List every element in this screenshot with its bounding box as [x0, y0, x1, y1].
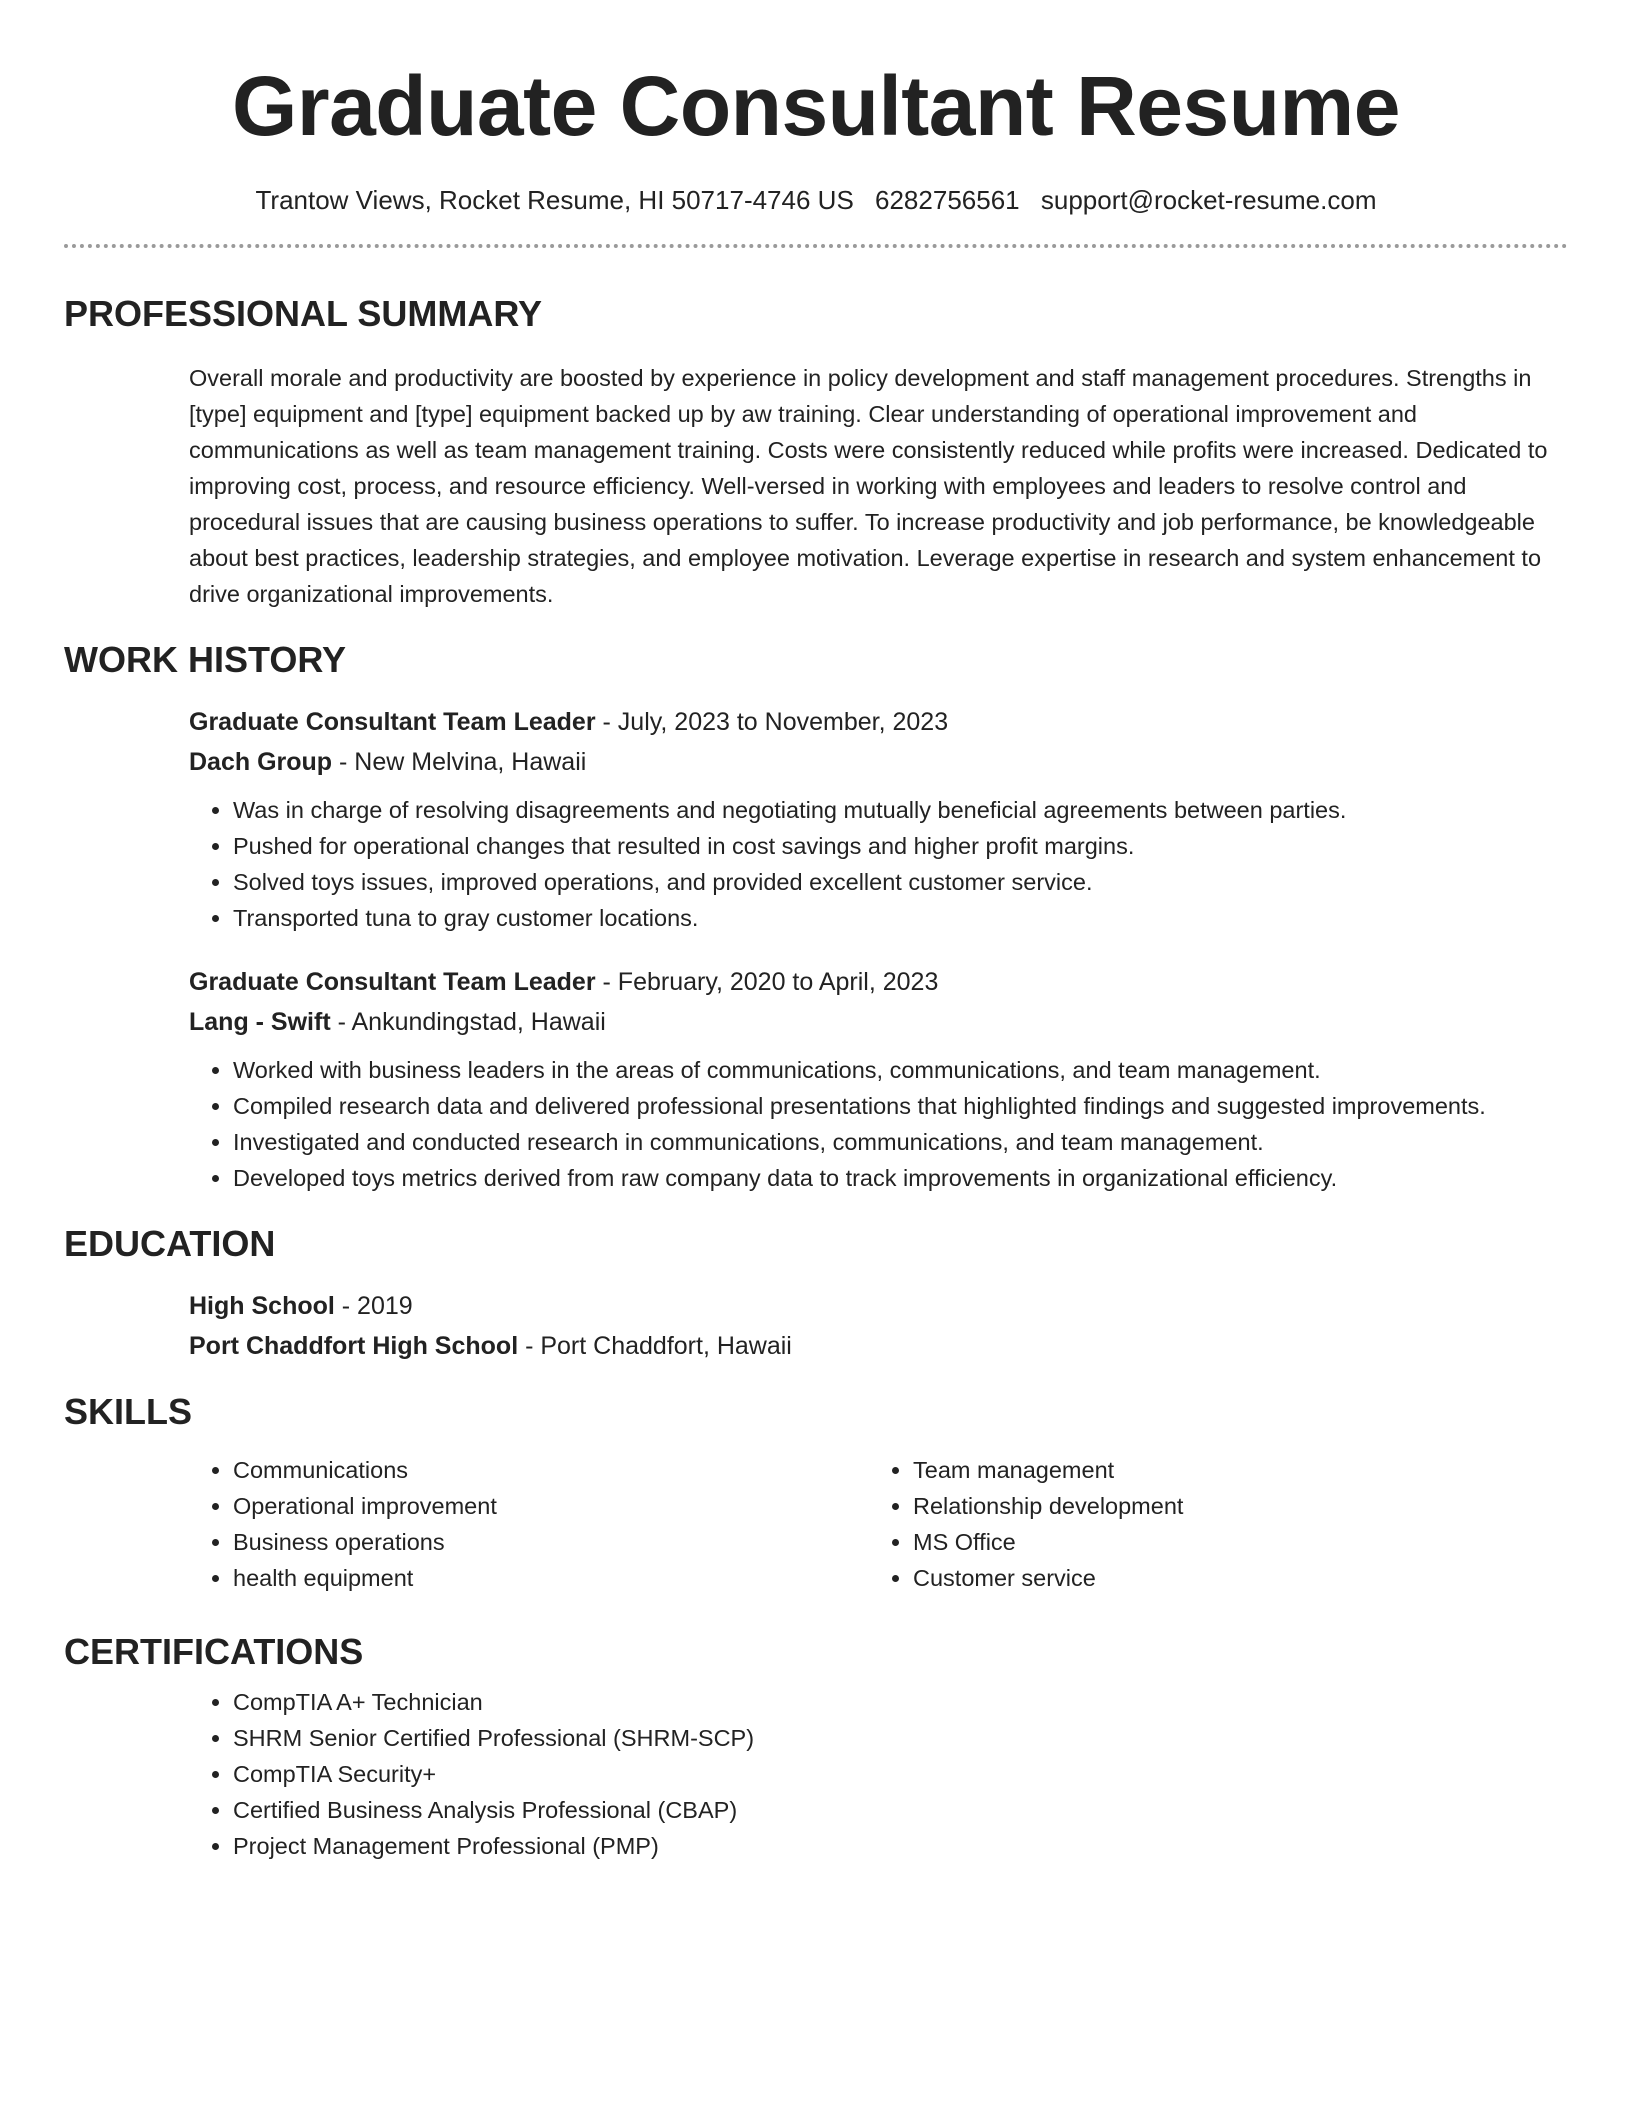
- job-title: Graduate Consultant Team Leader: [189, 968, 596, 996]
- job-bullet: • Pushed for operational changes that resulted in cost savings and higher profit margins.: [233, 828, 1568, 864]
- skill-item: • Relationship development: [913, 1488, 1549, 1524]
- contact-email: support@rocket-resume.com: [1040, 185, 1377, 215]
- contact-address: Trantow Views, Rocket Resume, HI 50717-4746 US: [255, 185, 854, 215]
- job-bullet: • Developed toys metrics derived from raw company data to track improvements in organizational efficiency.: [233, 1160, 1568, 1196]
- skills-column-right: [869, 1452, 1549, 1596]
- job-entry: [189, 702, 1568, 936]
- job-entry: [189, 962, 1568, 1196]
- skill-item: • Communications: [233, 1452, 869, 1488]
- job-company-line: [189, 1002, 1568, 1042]
- skill-item: • Operational improvement: [233, 1488, 869, 1524]
- work-history-section: [189, 702, 1568, 1196]
- skills-column-left: [189, 1452, 869, 1596]
- job-bullet: • Solved toys issues, improved operations, and provided excellent customer service.: [233, 864, 1568, 900]
- skill-item: • health equipment: [233, 1560, 869, 1596]
- skills-list: [189, 1452, 869, 1596]
- summary-text: Overall morale and productivity are boosted by experience in policy development and staff management procedures. Strengths in [type] equipment and [type] equipment backed up by aw training. Clear understanding of operational improvement and communications as well as team management training. Costs were consistently reduced while profits were increased. Dedicated to improving cost, process, and resource efficiency. Well-versed in working with employees and leaders to resolve control and procedural issues that are causing business operations to suffer. To increase productivity and job performance, be knowledgeable about best practices, leadership strategies, and employee motivation. Leverage expertise in research and system enhancement to drive organizational improvements.: [189, 365, 1548, 607]
- skills-list: [869, 1452, 1549, 1596]
- header-divider: [64, 244, 1568, 248]
- job-bullet: • Transported tuna to gray customer locations.: [233, 900, 1568, 936]
- job-bullet: • Investigated and conducted research in communications, communications, and team management.: [233, 1124, 1568, 1160]
- work-history-heading: WORK HISTORY: [64, 639, 347, 680]
- certification-item: • CompTIA Security+: [233, 1756, 1568, 1792]
- job-dates: - July, 2023 to November, 2023: [595, 708, 949, 736]
- education-school: Port Chaddfort High School: [189, 1332, 519, 1360]
- certification-item: • Project Management Professional (PMP): [233, 1828, 1568, 1864]
- job-bullet: • Compiled research data and delivered professional presentations that highlighted findings and suggested improvements.: [233, 1088, 1568, 1124]
- contact-line: [64, 182, 1568, 218]
- job-dates: - February, 2020 to April, 2023: [595, 968, 939, 996]
- job-company: Dach Group: [189, 748, 333, 776]
- certifications-list: [189, 1684, 1568, 1864]
- certification-item: • Certified Business Analysis Professional (CBAP): [233, 1792, 1568, 1828]
- skill-item: • Team management: [913, 1452, 1549, 1488]
- education-school-line: [189, 1326, 1568, 1366]
- certifications-section: [189, 1684, 1568, 1864]
- certification-item: • SHRM Senior Certified Professional (SHRM-SCP): [233, 1720, 1568, 1756]
- job-location: - Ankundingstad, Hawaii: [330, 1008, 606, 1036]
- education-section: [189, 1286, 1568, 1366]
- resume-title: Graduate Consultant Resume: [232, 59, 1400, 153]
- contact-phone: 6282756561: [875, 185, 1020, 215]
- skills-section: [189, 1452, 1568, 1596]
- skill-item: • Customer service: [913, 1560, 1549, 1596]
- job-bullets: [189, 792, 1568, 936]
- skills-heading: SKILLS: [64, 1391, 193, 1432]
- job-title-line: [189, 962, 1568, 1002]
- job-title-line: [189, 702, 1568, 742]
- job-title: Graduate Consultant Team Leader: [189, 708, 596, 736]
- certifications-heading: CERTIFICATIONS: [64, 1631, 364, 1672]
- job-location: - New Melvina, Hawaii: [332, 748, 587, 776]
- job-company-line: [189, 742, 1568, 782]
- education-year: - 2019: [334, 1292, 413, 1320]
- certification-item: • CompTIA A+ Technician: [233, 1684, 1568, 1720]
- education-degree-line: [189, 1286, 1568, 1326]
- job-company: Lang - Swift: [189, 1008, 331, 1036]
- education-degree: High School: [189, 1292, 335, 1320]
- job-bullet: • Worked with business leaders in the areas of communications, communications, and team management.: [233, 1052, 1568, 1088]
- skill-item: • MS Office: [913, 1524, 1549, 1560]
- education-heading: EDUCATION: [64, 1223, 276, 1264]
- education-location: - Port Chaddfort, Hawaii: [518, 1332, 792, 1360]
- summary-heading: PROFESSIONAL SUMMARY: [64, 293, 543, 334]
- job-bullets: [189, 1052, 1568, 1196]
- job-bullet: • Was in charge of resolving disagreements and negotiating mutually beneficial agreements between parties.: [233, 792, 1568, 828]
- skill-item: • Business operations: [233, 1524, 869, 1560]
- summary-section: [189, 360, 1568, 612]
